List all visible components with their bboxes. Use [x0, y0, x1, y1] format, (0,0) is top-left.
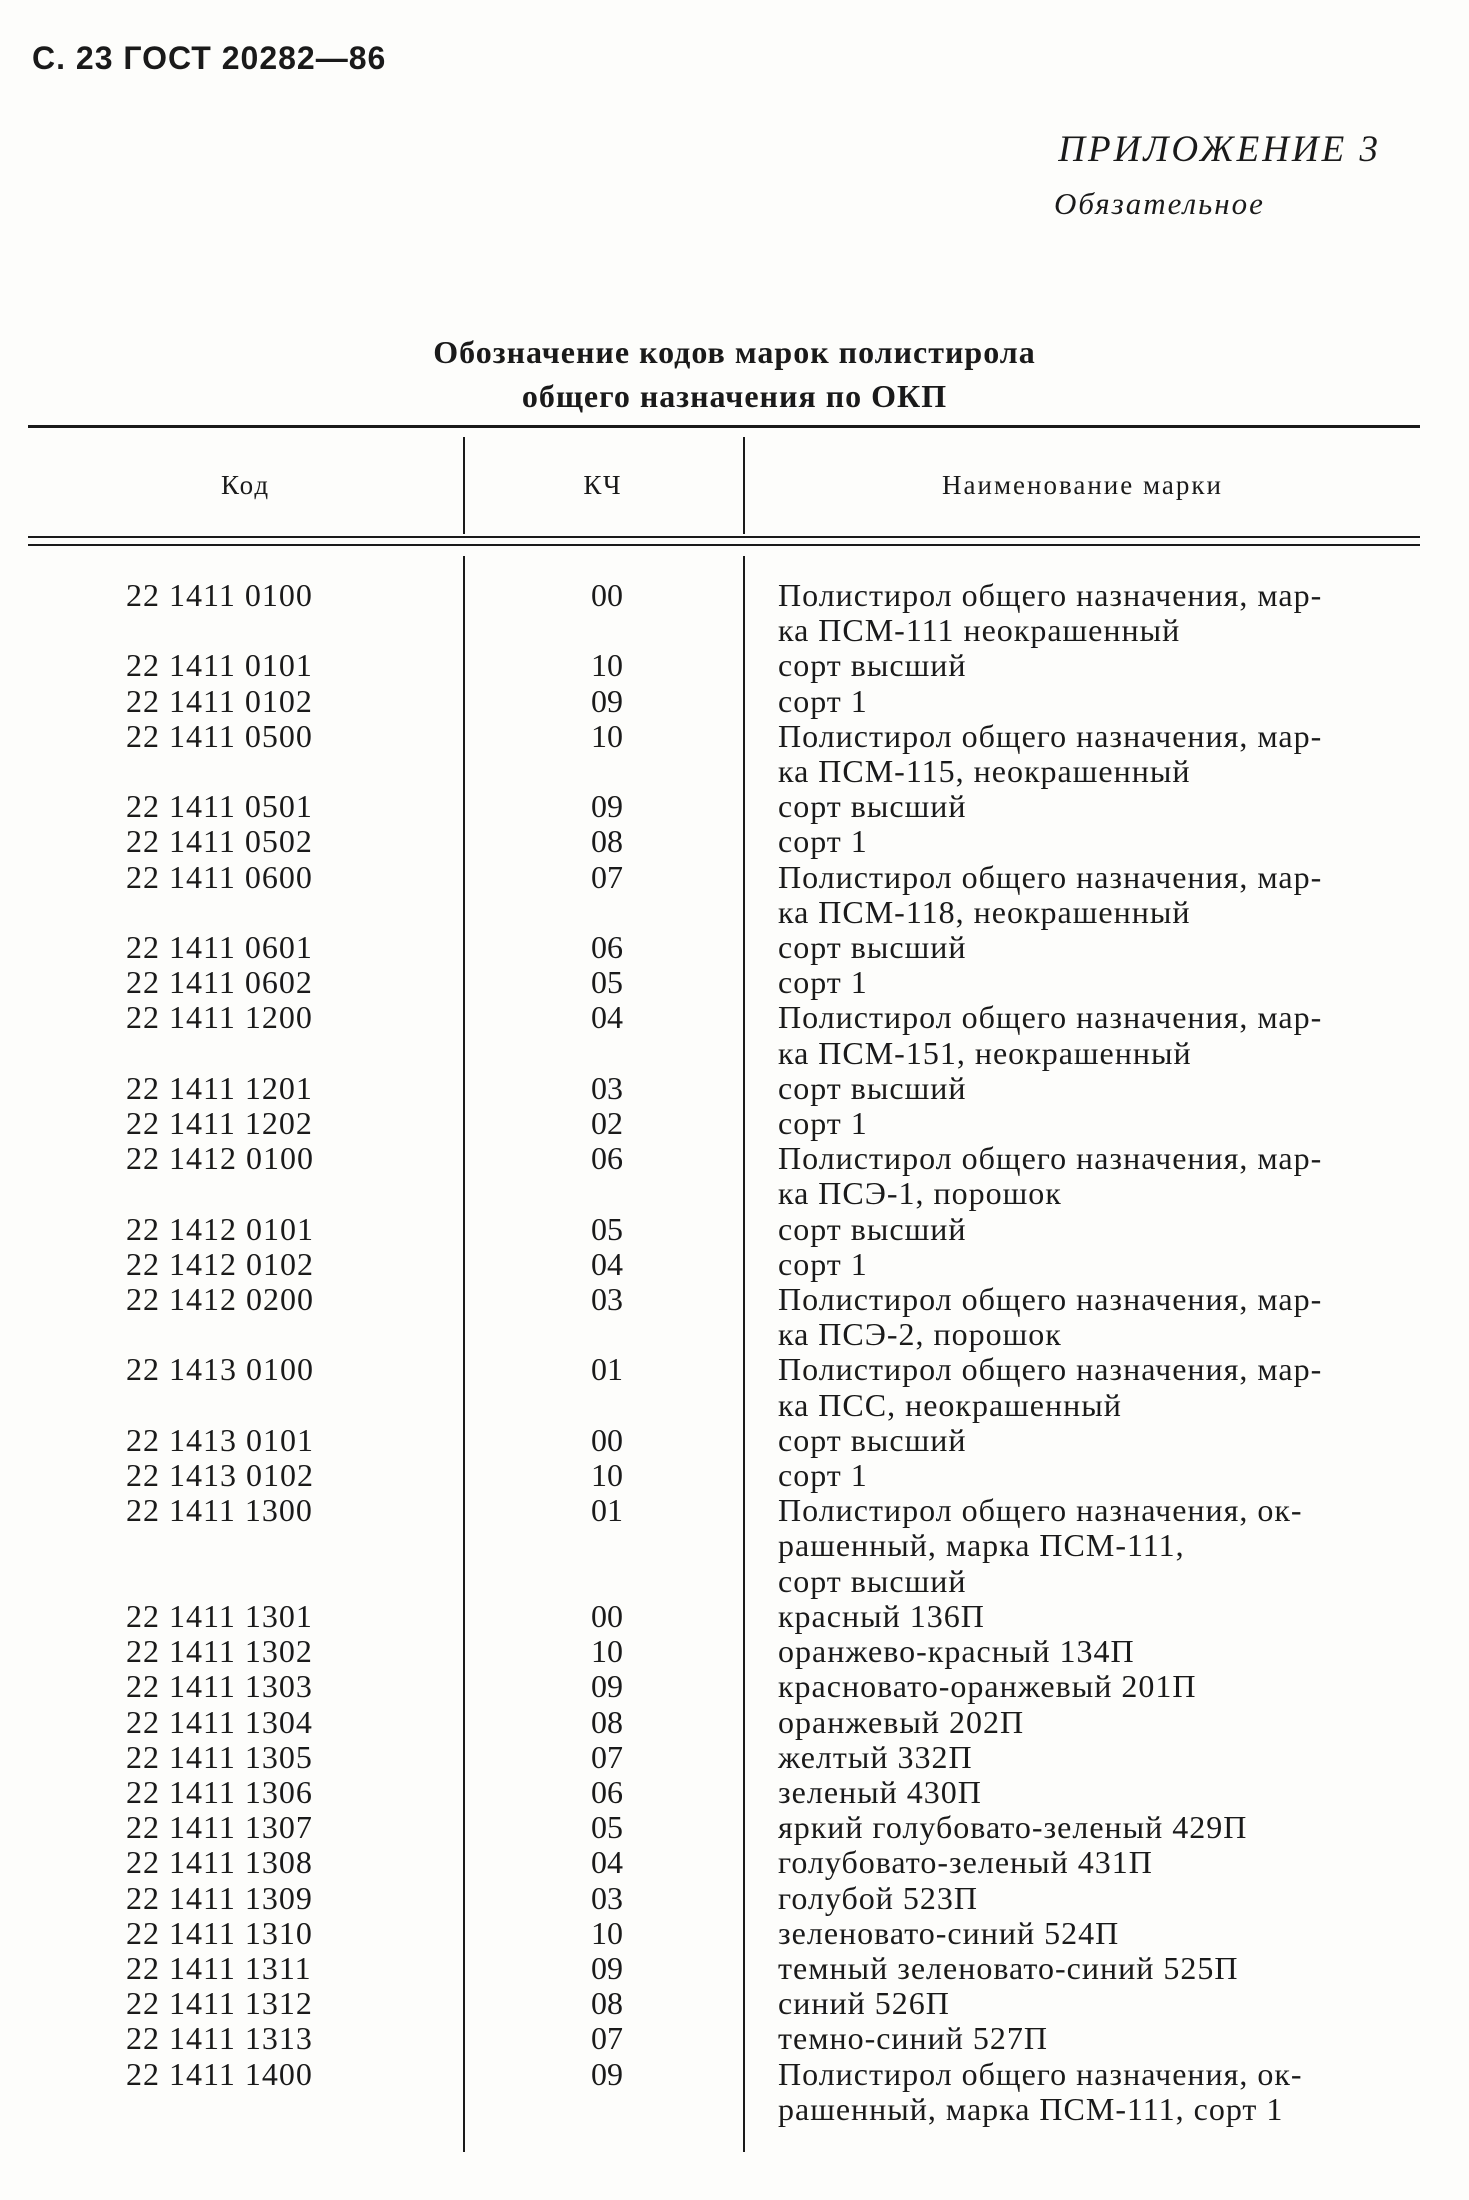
name-line: ка ПСС, неокрашенный — [778, 1386, 1122, 1423]
table-row — [0, 930, 1469, 965]
name-line: Полистирол общего назначения, мар- — [778, 1140, 1323, 1177]
name-line: сорт высший — [778, 647, 967, 684]
name-cell — [778, 1810, 1418, 1845]
name-cell — [778, 1916, 1418, 1951]
code-cell: 22 1411 1302 — [126, 1633, 313, 1670]
code-cell: 22 1412 0200 — [126, 1281, 314, 1318]
column-header-code: Код — [220, 470, 271, 500]
kch-cell: 03 — [591, 1069, 623, 1106]
kch-cell: 06 — [591, 1773, 623, 1810]
name-cell — [778, 930, 1418, 965]
code-cell: 22 1411 0501 — [126, 788, 313, 825]
name-line: сорт высший — [778, 788, 967, 825]
name-line: красновато-оранжевый 201П — [778, 1668, 1197, 1705]
name-line: Полистирол общего назначения, мар- — [778, 999, 1323, 1036]
name-line: зеленовато-синий 524П — [778, 1914, 1120, 1951]
code-cell: 22 1411 0502 — [126, 823, 313, 860]
name-cell — [778, 1141, 1418, 1211]
kch-cell: 04 — [591, 1245, 623, 1282]
code-cell: 22 1411 0100 — [126, 577, 313, 613]
header-bottom-rule-2 — [28, 544, 1420, 546]
name-line: сорт 1 — [778, 1105, 868, 1142]
table-title — [0, 330, 1469, 418]
code-cell: 22 1411 0602 — [126, 964, 313, 1001]
name-line: Полистирол общего назначения, мар- — [778, 1351, 1323, 1388]
table-row — [0, 789, 1469, 824]
kch-cell: 10 — [591, 1633, 623, 1670]
table-row — [0, 1845, 1469, 1880]
code-cell: 22 1411 0601 — [126, 929, 313, 966]
table-row — [0, 965, 1469, 1000]
code-cell: 22 1411 1308 — [126, 1844, 313, 1881]
kch-cell: 00 — [591, 1421, 623, 1458]
name-line: голубовато-зеленый 431П — [778, 1844, 1153, 1881]
code-cell: 22 1411 1309 — [126, 1879, 313, 1916]
name-cell — [778, 1493, 1418, 1599]
code-cell: 22 1411 1400 — [126, 2055, 313, 2092]
table-body — [0, 578, 1469, 2127]
table-row — [0, 1212, 1469, 1247]
table-row — [0, 1916, 1469, 1951]
name-line: Полистирол общего назначения, мар- — [778, 577, 1323, 613]
name-cell — [778, 965, 1418, 1000]
name-cell — [778, 1951, 1418, 1986]
table-row — [0, 1071, 1469, 1106]
table-row — [0, 684, 1469, 719]
name-line: Полистирол общего назначения, мар- — [778, 1281, 1323, 1318]
name-cell — [778, 2057, 1418, 2127]
table-row — [0, 578, 1469, 648]
kch-cell: 00 — [591, 1597, 623, 1634]
kch-cell: 03 — [591, 1281, 623, 1318]
table-row — [0, 1247, 1469, 1282]
name-line: Полистирол общего назначения, мар- — [778, 717, 1323, 754]
table-title-line-2: общего назначения по ОКП — [521, 378, 948, 414]
name-line: сорт высший — [778, 1562, 967, 1599]
code-cell: 22 1413 0100 — [126, 1351, 314, 1388]
name-line: ка ПСЭ-1, порошок — [778, 1175, 1062, 1212]
table-row — [0, 1881, 1469, 1916]
code-cell: 22 1411 0101 — [126, 647, 313, 684]
table-row — [0, 1458, 1469, 1493]
code-cell: 22 1412 0102 — [126, 1245, 314, 1282]
kch-cell: 01 — [591, 1351, 623, 1388]
kch-cell: 08 — [591, 1703, 623, 1740]
code-cell: 22 1411 1312 — [126, 1985, 313, 2022]
code-cell: 22 1411 0500 — [126, 717, 313, 754]
name-line: зеленый 430П — [778, 1773, 982, 1810]
name-line: желтый 332П — [778, 1738, 973, 1775]
name-line: сорт 1 — [778, 964, 868, 1001]
name-cell — [778, 1634, 1418, 1669]
name-cell — [778, 1986, 1418, 2021]
kch-cell: 08 — [591, 1985, 623, 2022]
kch-cell: 05 — [591, 964, 623, 1001]
code-cell: 22 1411 0600 — [126, 858, 313, 895]
table-row — [0, 1740, 1469, 1775]
code-cell: 22 1411 1307 — [126, 1809, 313, 1846]
kch-cell: 07 — [591, 858, 623, 895]
code-cell: 22 1411 1311 — [126, 1949, 312, 1986]
name-line: сорт высший — [778, 1069, 967, 1106]
name-line: ка ПСМ-118, неокрашенный — [778, 893, 1191, 930]
kch-cell: 10 — [591, 647, 623, 684]
name-cell — [778, 1212, 1418, 1247]
name-line: Полистирол общего назначения, ок- — [778, 2055, 1303, 2092]
table-row — [0, 1951, 1469, 1986]
name-cell — [778, 1458, 1418, 1493]
name-line: сорт 1 — [778, 1245, 868, 1282]
code-cell: 22 1411 1304 — [126, 1703, 313, 1740]
name-line: синий 526П — [778, 1985, 950, 2022]
code-cell: 22 1413 0101 — [126, 1421, 314, 1458]
name-line: сорт высший — [778, 1210, 967, 1247]
name-cell — [778, 1247, 1418, 1282]
name-cell — [778, 1000, 1418, 1070]
name-line: красный 136П — [778, 1597, 985, 1634]
header-bottom-rule-1 — [28, 536, 1420, 538]
table-row — [0, 1106, 1469, 1141]
name-cell — [778, 1845, 1418, 1880]
kch-cell: 04 — [591, 999, 623, 1036]
name-cell — [778, 1071, 1418, 1106]
name-cell — [778, 1423, 1418, 1458]
appendix-title: ПРИЛОЖЕНИЕ 3 — [1058, 129, 1381, 170]
name-line: яркий голубовато-зеленый 429П — [778, 1809, 1248, 1846]
kch-cell: 07 — [591, 2020, 623, 2057]
name-cell — [778, 1352, 1418, 1422]
table-row — [0, 719, 1469, 789]
page-reference: С. 23 ГОСТ 20282—86 — [32, 40, 387, 76]
kch-cell: 06 — [591, 929, 623, 966]
name-line: сорт 1 — [778, 823, 868, 860]
table-row — [0, 1000, 1469, 1070]
kch-cell: 06 — [591, 1140, 623, 1177]
table-row — [0, 1352, 1469, 1422]
kch-cell: 00 — [591, 577, 623, 613]
code-cell: 22 1411 1300 — [126, 1492, 313, 1529]
appendix-status: Обязательное — [1054, 186, 1265, 221]
code-cell: 22 1412 0100 — [126, 1140, 314, 1177]
name-line: сорт 1 — [778, 1457, 868, 1494]
kch-cell: 01 — [591, 1492, 623, 1529]
kch-cell: 10 — [591, 1457, 623, 1494]
code-cell: 22 1413 0102 — [126, 1457, 314, 1494]
column-header-name: Наименование марки — [942, 470, 1223, 500]
name-cell — [778, 1740, 1418, 1775]
kch-cell: 05 — [591, 1210, 623, 1247]
table-row — [0, 1423, 1469, 1458]
kch-cell: 04 — [591, 1844, 623, 1881]
table-row — [0, 2021, 1469, 2056]
table-row — [0, 1493, 1469, 1599]
code-cell: 22 1411 1200 — [126, 999, 313, 1036]
name-cell — [778, 2021, 1418, 2056]
name-line: оранжево-красный 134П — [778, 1633, 1135, 1670]
name-cell — [778, 719, 1418, 789]
kch-cell: 07 — [591, 1738, 623, 1775]
name-line: ка ПСМ-111 неокрашенный — [778, 612, 1181, 649]
name-cell — [778, 1599, 1418, 1634]
code-cell: 22 1411 1306 — [126, 1773, 313, 1810]
column-header-kch: КЧ — [583, 470, 623, 500]
table-row — [0, 648, 1469, 683]
table-row — [0, 1705, 1469, 1740]
name-line: рашенный, марка ПСМ-111, — [778, 1527, 1185, 1564]
table-row — [0, 2057, 1469, 2127]
table-row — [0, 1599, 1469, 1634]
table-row — [0, 824, 1469, 859]
name-cell — [778, 578, 1418, 648]
code-cell: 22 1411 1202 — [126, 1105, 313, 1142]
name-cell — [778, 789, 1418, 824]
table-row — [0, 1141, 1469, 1211]
kch-cell: 08 — [591, 823, 623, 860]
kch-cell: 09 — [591, 682, 623, 719]
table-row — [0, 1634, 1469, 1669]
name-cell — [778, 860, 1418, 930]
table-top-rule — [28, 425, 1420, 428]
code-cell: 22 1411 1201 — [126, 1069, 313, 1106]
name-cell — [778, 824, 1418, 859]
name-line: ка ПСМ-151, неокрашенный — [778, 1034, 1192, 1071]
kch-cell: 10 — [591, 1914, 623, 1951]
kch-cell: 09 — [591, 1949, 623, 1986]
kch-cell: 09 — [591, 1668, 623, 1705]
name-line: сорт высший — [778, 1421, 967, 1458]
code-cell: 22 1411 1303 — [126, 1668, 313, 1705]
name-line: голубой 523П — [778, 1879, 978, 1916]
table-row — [0, 1775, 1469, 1810]
kch-cell: 02 — [591, 1105, 623, 1142]
code-cell: 22 1411 1310 — [126, 1914, 313, 1951]
table-row — [0, 1282, 1469, 1352]
name-cell — [778, 1669, 1418, 1704]
name-line: темно-синий 527П — [778, 2020, 1049, 2057]
name-cell — [778, 648, 1418, 683]
name-line: сорт 1 — [778, 682, 868, 719]
name-line: Полистирол общего назначения, мар- — [778, 858, 1323, 895]
name-cell — [778, 1106, 1418, 1141]
name-line: Полистирол общего назначения, ок- — [778, 1492, 1303, 1529]
code-cell: 22 1412 0101 — [126, 1210, 314, 1247]
name-cell — [778, 1775, 1418, 1810]
name-cell — [778, 684, 1418, 719]
name-line: темный зеленовато-синий 525П — [778, 1949, 1239, 1986]
name-line: оранжевый 202П — [778, 1703, 1025, 1740]
name-line: сорт высший — [778, 929, 967, 966]
kch-cell: 09 — [591, 788, 623, 825]
table-row — [0, 1986, 1469, 2021]
code-cell: 22 1411 1301 — [126, 1597, 313, 1634]
kch-cell: 09 — [591, 2055, 623, 2092]
table-row — [0, 1810, 1469, 1845]
kch-cell: 10 — [591, 717, 623, 754]
table-title-line-1: Обозначение кодов марок полистирола — [433, 334, 1036, 370]
name-line: рашенный, марка ПСМ-111, сорт 1 — [778, 2090, 1284, 2127]
kch-cell: 05 — [591, 1809, 623, 1846]
kch-cell: 03 — [591, 1879, 623, 1916]
code-cell: 22 1411 1313 — [126, 2020, 313, 2057]
table-row — [0, 1669, 1469, 1704]
name-cell — [778, 1881, 1418, 1916]
name-line: ка ПСЭ-2, порошок — [778, 1316, 1062, 1353]
table-row — [0, 860, 1469, 930]
name-line: ка ПСМ-115, неокрашенный — [778, 753, 1191, 790]
name-cell — [778, 1705, 1418, 1740]
code-cell: 22 1411 1305 — [126, 1738, 313, 1775]
name-cell — [778, 1282, 1418, 1352]
code-cell: 22 1411 0102 — [126, 682, 313, 719]
